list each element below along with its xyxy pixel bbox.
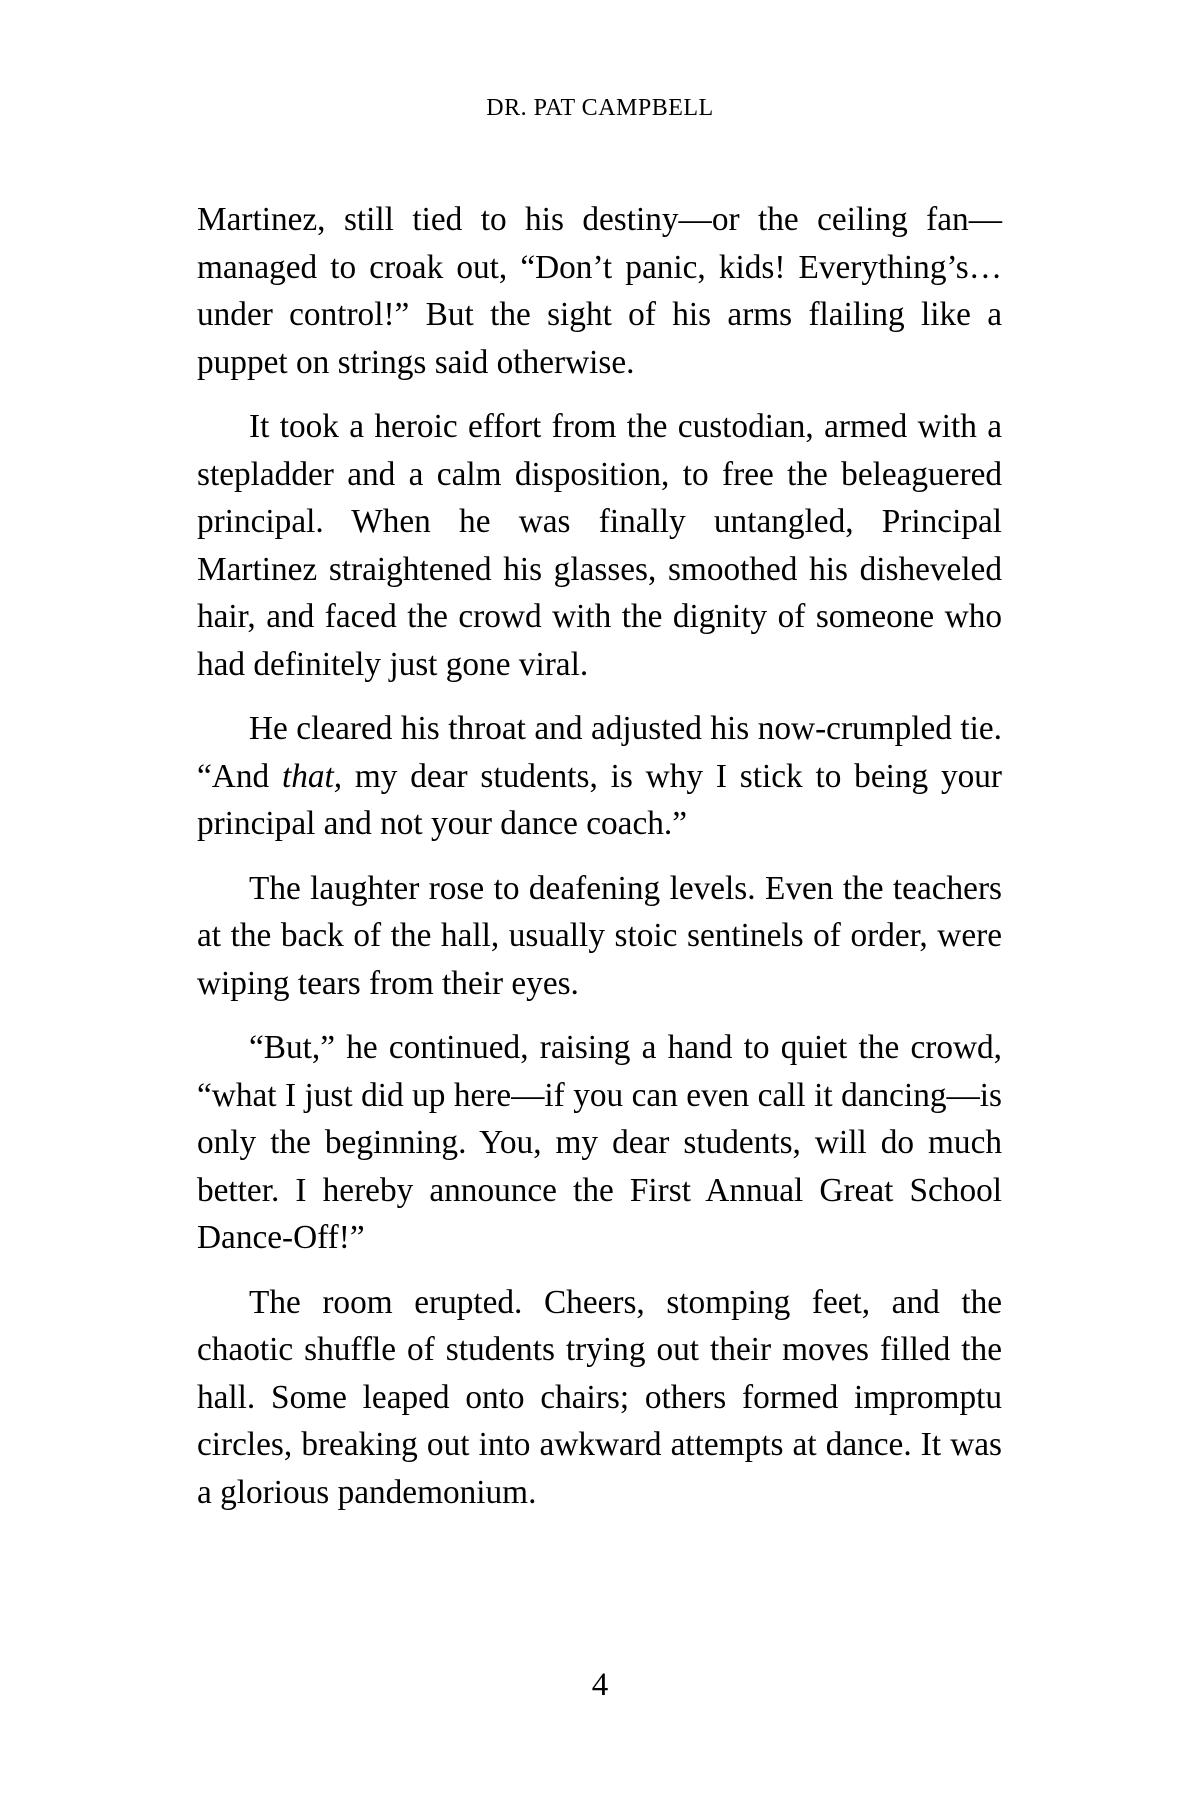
text-run: He cleared his throat and adjusted his now-crumpled tie. “And xyxy=(197,710,1002,795)
paragraph xyxy=(197,705,1002,848)
paragraph xyxy=(197,1279,1002,1517)
italic-text: that, xyxy=(281,757,343,795)
page-number: 4 xyxy=(591,1667,609,1703)
paragraph xyxy=(197,196,1002,386)
running-header: DR. PAT CAMPBELL xyxy=(486,95,714,121)
text-run: my dear students, is why I stick to being your principal and not your dance coach.” xyxy=(197,757,1003,842)
paragraph xyxy=(197,865,1002,1008)
text-run: The laughter rose to deafening levels. Even the teachers at the back of the hall, usually stoic sentinels of order, were wiping tears from their eyes. xyxy=(197,869,1002,1002)
text-run: The room erupted. Cheers, stomping feet, and the chaotic shuffle of students trying out their moves filled the hall. Some leaped onto chairs; others formed impromptu circles, breaking out into awkward attempts at dance. It was a glorious pandemonium. xyxy=(197,1283,1002,1511)
page-body xyxy=(197,196,1002,1533)
text-run: “But,” he continued, raising a hand to quiet the crowd, “what I just did up here—if you can even call it dancing—is only the beginning. You, my dear students, will do much better. I hereby announce the First Annual Great School Dance-Off!” xyxy=(197,1029,1002,1256)
paragraph xyxy=(197,1024,1002,1262)
text-run: Martinez, still tied to his destiny—or the ceiling fan—managed to croak out, “Don’t panic, kids! Everything’s… under control!” But the sight of his arms flailing like a puppet on strings said otherwise. xyxy=(197,201,1002,381)
paragraph xyxy=(197,403,1002,688)
text-run: It took a heroic effort from the custodian, armed with a stepladder and a calm disposition, to free the beleaguered principal. When he was finally untangled, Principal Martinez straightened his glasses, smoothed his disheveled hair, and faced the crowd with the dignity of someone who had definitely just gone viral. xyxy=(197,408,1002,683)
